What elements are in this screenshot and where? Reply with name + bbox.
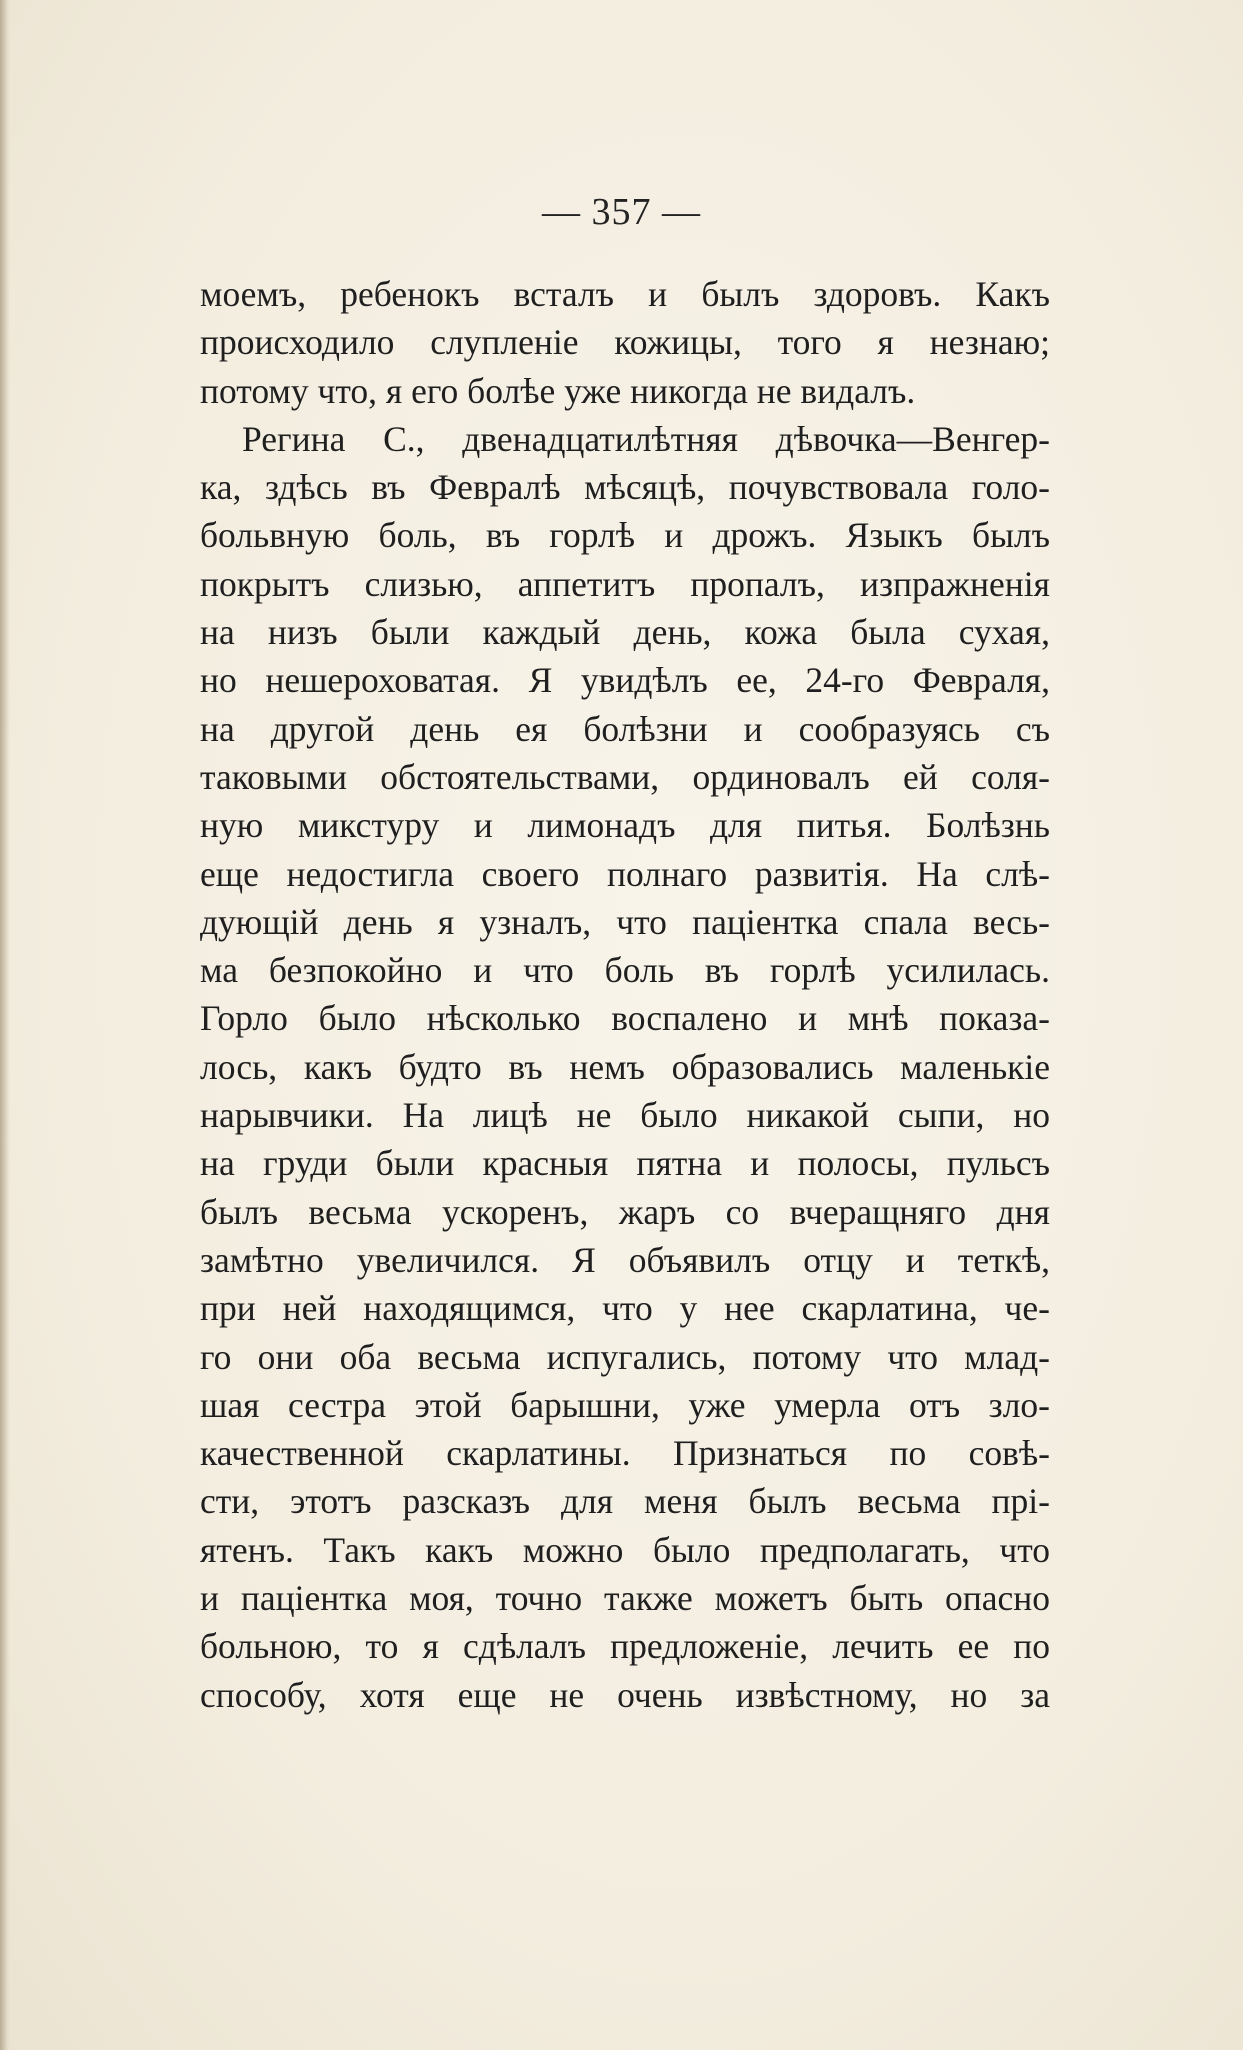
text-line: на другой день ея болѣзни и сообразуясь съ [200, 708, 1050, 749]
text-line: шая сестра этой барышни, уже умерла отъ зло- [200, 1384, 1050, 1425]
text-line: Регина С., двенадцатилѣтняя дѣвочка—Венгер- [242, 418, 1050, 459]
text-line: покрытъ слизью, аппетитъ пропалъ, изпражненія [200, 563, 1050, 604]
text-line: и паціентка моя, точно также можетъ быть опасно [200, 1578, 1050, 1619]
page-number: — 357 — [542, 191, 701, 233]
text-line: ятенъ. Такъ какъ можно было предполагать, что [200, 1529, 1050, 1570]
text-line: качественной скарлатины. Признаться по совѣ- [200, 1433, 1050, 1474]
text-line: но нешероховатая. Я увидѣлъ ее, 24-го Февраля, [200, 660, 1050, 701]
text-line: замѣтно увеличился. Я объявилъ отцу и теткѣ, [200, 1239, 1050, 1280]
page-binding-edge [0, 0, 10, 2050]
text-line: происходило слупленіе кожицы, того я незнаю; [200, 322, 1050, 363]
text-line: ную микстуру и лимонадъ для питья. Болѣзнь [200, 805, 1050, 846]
text-line: дующій день я узналъ, что паціентка спала весь- [200, 901, 1050, 942]
text-line: на низъ были каждый день, кожа была сухая, [200, 612, 1050, 653]
text-line: моемъ, ребенокъ всталъ и былъ здоровъ. Какъ [200, 274, 1050, 314]
body-text [200, 270, 1050, 1719]
text-line: больвную боль, въ горлѣ и дрожъ. Языкъ былъ [200, 515, 1050, 556]
text-line: еще недостигла своего полнаго развитія. На слѣ- [200, 853, 1050, 894]
text-line: на груди были красныя пятна и полосы, пульсъ [200, 1143, 1050, 1184]
text-line: при ней находящимся, что у нее скарлатина, че- [200, 1288, 1050, 1329]
text-line: Горло было нѣсколько воспалено и мнѣ показа- [200, 998, 1050, 1039]
text-line: ма безпокойно и что боль въ горлѣ усилилась. [200, 950, 1050, 991]
text-line: таковыми обстоятельствами, ординовалъ ей соля- [200, 756, 1050, 797]
text-line: потому что, я его болѣе уже никогда не видалъ. [200, 370, 916, 411]
text-line: больною, то я сдѣлалъ предложеніе, лечить ее по [200, 1626, 1050, 1667]
text-line: сти, этотъ разсказъ для меня былъ весьма прі- [200, 1481, 1050, 1522]
text-line: лось, какъ будто въ немъ образовались маленькіе [200, 1046, 1050, 1087]
text-line: нарывчики. На лицѣ не было никакой сыпи, но [200, 1095, 1050, 1136]
text-line: ка, здѣсь въ Февралѣ мѣсяцѣ, почувствовала голо- [200, 467, 1050, 508]
text-line: былъ весьма ускоренъ, жаръ со вчеращняго дня [200, 1191, 1050, 1232]
text-line: способу, хотя еще не очень извѣстному, но за [200, 1674, 1050, 1715]
text-line: го они оба весьма испугались, потому что млад- [200, 1336, 1050, 1377]
